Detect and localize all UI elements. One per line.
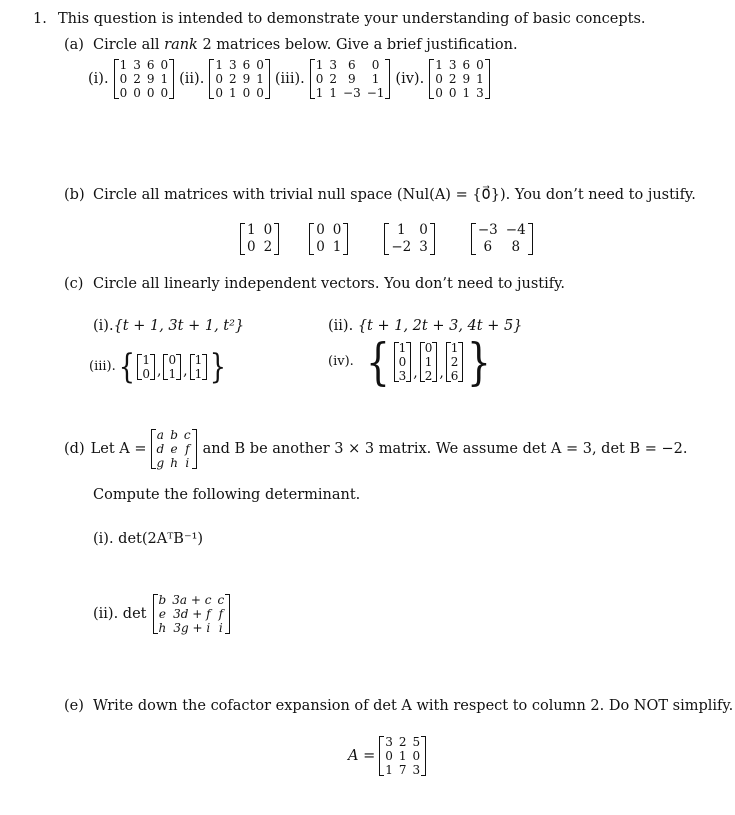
- part-b-prompt: Circle all matrices with trivial null space (Nul(A) = {0⃗}). You don’t need to justify.: [93, 187, 696, 203]
- matrix-entry: 3: [448, 58, 457, 72]
- part-a-matrices: [88, 58, 490, 100]
- matrix-entry: f: [185, 442, 190, 456]
- matrix-entry: 9: [462, 72, 471, 86]
- matrix-entry: 0: [316, 239, 325, 255]
- matrix-entry: 6: [462, 58, 471, 72]
- matrix-entry: 1: [462, 86, 471, 100]
- matrix-entry: 1: [397, 222, 406, 238]
- part-b-label: (b): [64, 187, 85, 203]
- matrix-entry: 1: [435, 58, 443, 72]
- matrix-entry: 3: [398, 369, 407, 383]
- matrix-entry: 0: [332, 222, 342, 238]
- matrix-entry: 1: [329, 86, 338, 100]
- vector-c-iv-2: [420, 341, 438, 383]
- matrix-entry: h: [170, 456, 178, 470]
- matrix-entry: 2: [424, 369, 433, 383]
- matrix-entry: 1: [247, 222, 256, 238]
- part-a-item-tag: (ii).: [179, 71, 205, 87]
- matrix-entry: 9: [146, 72, 155, 86]
- matrix-entry: 6: [483, 239, 493, 255]
- matrix-entry: 2: [329, 72, 338, 86]
- matrix-entry: −4: [505, 222, 526, 238]
- matrix-entry: 1: [371, 72, 380, 86]
- vector-c-iv-1: [394, 341, 412, 383]
- matrix-entry: 0: [476, 58, 484, 72]
- matrix-entry: 0: [256, 86, 264, 100]
- matrix-entry: 3: [412, 763, 421, 777]
- matrix-entry: 0: [315, 72, 324, 86]
- matrix-entry: 0: [168, 353, 177, 367]
- matrix-entry: 1: [398, 341, 407, 355]
- part-c-iii-tag: (iii).: [89, 359, 116, 374]
- matrix-entry: 3: [133, 58, 141, 72]
- matrix-entry: e: [158, 607, 166, 621]
- matrix-entry: 0: [385, 749, 393, 763]
- matrix-entry: e: [170, 442, 178, 456]
- matrix-entry: 1: [315, 58, 324, 72]
- matrix-b-4: [471, 222, 533, 256]
- part-e-label: (e): [64, 698, 84, 714]
- part-d-ii: [93, 593, 230, 635]
- matrix-entry: 0: [119, 72, 128, 86]
- matrix-entry: 3: [228, 58, 237, 72]
- matrix-entry: −3: [343, 86, 361, 100]
- matrix-entry: 8: [511, 239, 521, 255]
- matrix-entry: 1: [119, 58, 128, 72]
- part-d-ii-text: (ii). det: [93, 606, 147, 622]
- matrix-entry: 7: [398, 763, 407, 777]
- matrix-b-2: [309, 222, 348, 256]
- matrix-a-iii: [310, 58, 391, 100]
- matrix-entry: c: [217, 593, 225, 607]
- matrix-entry: 0: [160, 58, 169, 72]
- matrix-entry: 1: [228, 86, 237, 100]
- matrix-entry: 3: [329, 58, 338, 72]
- matrix-entry: 0: [256, 58, 264, 72]
- part-c-prompt: Circle all linearly independent vectors. You don’t need to justify.: [93, 276, 565, 292]
- matrix-entry: 2: [448, 72, 457, 86]
- part-c-label: (c): [64, 276, 84, 292]
- matrix-entry: 1: [476, 72, 484, 86]
- matrix-b-1: [240, 222, 279, 256]
- part-e-prompt: Write down the cofactor expansion of det A with respect to column 2. Do NOT simplify.: [93, 698, 734, 714]
- matrix-entry: 1: [385, 763, 393, 777]
- matrix-entry: −1: [366, 86, 385, 100]
- part-e-matrix-row: [348, 735, 426, 777]
- part-d-header: [64, 428, 688, 470]
- matrix-entry: 0: [242, 86, 251, 100]
- matrix-entry: g: [156, 456, 165, 470]
- matrix-e-A: [379, 735, 426, 777]
- matrix-a-i: [114, 58, 175, 100]
- matrix-entry: 6: [242, 58, 251, 72]
- part-a-item-tag: (iv).: [395, 71, 425, 87]
- matrix-d-A: [151, 428, 197, 470]
- matrix-entry: 0: [142, 367, 151, 381]
- matrix-d-ii: [153, 593, 231, 635]
- vector-c-iv-3: [446, 341, 464, 383]
- matrix-entry: 0: [215, 86, 223, 100]
- matrix-entry: −2: [391, 239, 412, 255]
- matrix-entry: 0: [371, 58, 380, 72]
- matrix-entry: h: [158, 621, 167, 635]
- matrix-entry: 3a + c: [172, 593, 212, 607]
- part-b-matrices: [240, 222, 533, 256]
- vector-c-iii-3: [190, 353, 208, 381]
- matrix-entry: b: [158, 593, 167, 607]
- matrix-entry: 2: [398, 735, 407, 749]
- matrix-entry: 1: [332, 239, 342, 255]
- matrix-entry: 3: [385, 735, 393, 749]
- part-a-item-tag: (i).: [88, 71, 109, 87]
- vector-c-iii-1: [137, 353, 155, 381]
- part-c-iv: (iv). { 1 0 3 , 0 1 2 , 1 2 6 }: [328, 333, 492, 391]
- matrix-entry: 0: [316, 222, 325, 238]
- matrix-entry: b: [170, 428, 178, 442]
- matrix-entry: 1: [194, 353, 203, 367]
- matrix-entry: 0: [133, 86, 141, 100]
- part-d-let: Let A =: [90, 441, 147, 457]
- matrix-entry: 0: [263, 222, 273, 238]
- matrix-entry: 1: [160, 72, 169, 86]
- part-c-iii: (iii). { 1 0 , 0 1 , 1 1 }: [89, 347, 227, 387]
- matrix-b-3: [384, 222, 435, 256]
- matrix-entry: i: [218, 621, 223, 635]
- matrix-entry: 2: [133, 72, 141, 86]
- matrix-entry: 0: [424, 341, 433, 355]
- matrix-entry: 1: [450, 341, 459, 355]
- part-c-ii: (ii). {t + 1, 2t + 3, 4t + 5}: [328, 318, 523, 334]
- matrix-entry: 3: [476, 86, 484, 100]
- matrix-entry: 6: [348, 58, 356, 72]
- part-d-label: (d): [64, 441, 85, 457]
- part-a-label: (a): [64, 37, 84, 53]
- part-d-i: (i). det(2AᵀB⁻¹): [93, 531, 204, 547]
- matrix-entry: 0: [448, 86, 457, 100]
- matrix-entry: f: [218, 607, 224, 621]
- part-c-iv-tag: (iv).: [328, 354, 354, 369]
- matrix-entry: 0: [146, 86, 155, 100]
- vector-c-iii-2: [163, 353, 181, 381]
- matrix-entry: a: [156, 428, 164, 442]
- matrix-entry: 3d + f: [173, 607, 211, 621]
- matrix-entry: 0: [435, 72, 443, 86]
- matrix-entry: 6: [146, 58, 155, 72]
- matrix-entry: 0: [419, 222, 428, 238]
- matrix-entry: 1: [215, 58, 223, 72]
- matrix-entry: 0: [398, 355, 407, 369]
- part-a-prompt: Circle all rank 2 matrices below. Give a brief justification.: [93, 37, 518, 53]
- matrix-entry: 1: [142, 353, 151, 367]
- matrix-entry: −3: [477, 222, 498, 238]
- matrix-entry: 0: [119, 86, 128, 100]
- part-c-i: (i).{t + 1, 3t + 1, t²}: [93, 318, 245, 334]
- matrix-entry: 9: [348, 72, 356, 86]
- part-d-compute: Compute the following determinant.: [93, 487, 361, 503]
- matrix-entry: 6: [450, 369, 459, 383]
- matrix-entry: 0: [412, 749, 421, 763]
- matrix-a-ii: [209, 58, 270, 100]
- question-intro: This question is intended to demonstrate your understanding of basic concepts.: [58, 11, 646, 27]
- matrix-a-iv: [429, 58, 490, 100]
- matrix-entry: 1: [168, 367, 177, 381]
- matrix-entry: 1: [398, 749, 407, 763]
- matrix-entry: 0: [215, 72, 223, 86]
- matrix-entry: 1: [256, 72, 264, 86]
- matrix-entry: 1: [315, 86, 324, 100]
- matrix-entry: 3g + i: [173, 621, 211, 635]
- matrix-entry: 3: [419, 239, 428, 255]
- matrix-entry: 0: [435, 86, 443, 100]
- matrix-entry: 0: [160, 86, 169, 100]
- matrix-entry: 9: [242, 72, 251, 86]
- part-e-A-eq: A =: [348, 748, 376, 764]
- matrix-entry: 5: [412, 735, 421, 749]
- part-d-statement: and B be another 3 × 3 matrix. We assume det A = 3, det B = −2.: [202, 441, 688, 457]
- matrix-entry: 2: [263, 239, 273, 255]
- matrix-entry: i: [185, 456, 190, 470]
- question-number: 1.: [33, 11, 47, 27]
- matrix-entry: c: [183, 428, 191, 442]
- matrix-entry: 0: [247, 239, 256, 255]
- matrix-entry: 2: [228, 72, 237, 86]
- matrix-entry: 1: [424, 355, 433, 369]
- part-a-item-tag: (iii).: [274, 71, 305, 87]
- matrix-entry: 2: [450, 355, 459, 369]
- matrix-entry: d: [156, 442, 165, 456]
- matrix-entry: 1: [194, 367, 203, 381]
